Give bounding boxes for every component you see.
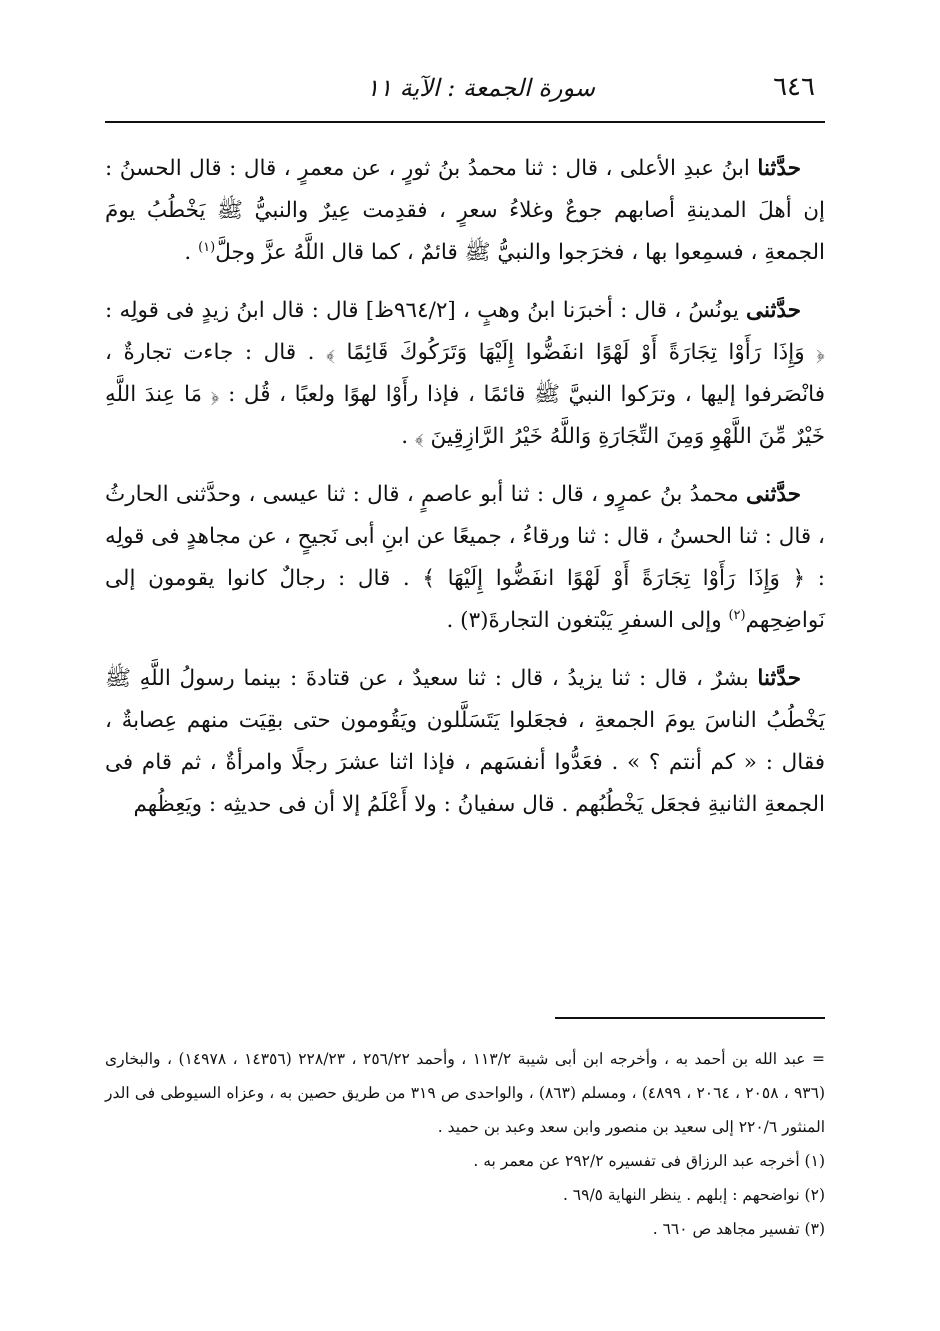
- paragraph-lead: حدَّثنا: [757, 666, 801, 691]
- paragraph: [105, 148, 825, 274]
- footnote-mark: (١): [198, 239, 216, 255]
- footnote-mark: (٢): [728, 607, 746, 623]
- paragraph: [105, 474, 825, 642]
- paragraph-text: بشرٌ ، قال : ثنا يزيدُ ، قال : ثنا سعيدٌ ، عن قتادةَ : بينما رسولُ اللَّهِ ﷺ يَخْطُبُ الناسَ يومَ الجمعةِ ، فجعَلوا يَتَسَلَّلون ويَقُومون حتى بقِيَت منهم عِصابةٌ ، فقال : « كم أنتم ؟ » . فعَدُّوا أنفسَهم ، فإذا اثنا عشرَ رجلًا وامرأةٌ ، ثم قام فى الجمعةِ الثانيةِ فجعَل يَخْطُبُهم . قال سفيانُ : ولا أَعْلَمُ إلا أن فى حديثِه : ويَعِظُهم: [105, 666, 825, 817]
- paragraph-lead: حدَّثنا: [757, 156, 801, 181]
- main-text: [105, 148, 825, 842]
- footnote: = عبد الله بن أحمد به ، وأخرجه ابن أبى شيبة ١١٣/٢ ، وأحمد ٢٥٦/٢٢ ، ٢٢٨/٢٣ (١٤٣٥٦ ، ١٤٩٧٨) ، والبخارى (٩٣٦ ، ٢٠٥٨ ، ٢٠٦٤ ، ٤٨٩٩) ، ومسلم (٨٦٣) ، والواحدى ص ٣١٩ من طريق حصين به ، وعزاه السيوطى فى الدر المنثور ٢٢٠/٦ إلى سعيد بن منصور وابن سعد وعبد بن حميد .: [105, 1050, 825, 1136]
- footnote: (١) أخرجه عبد الرزاق فى تفسيره ٢٩٢/٢ عن معمر به .: [473, 1152, 825, 1170]
- paragraph-tail: وإلى السفرِ يَبْتغون التجارةَ(٣) .: [446, 608, 729, 633]
- page-number: ٦٤٦: [773, 72, 815, 102]
- header-rule: [105, 121, 825, 123]
- footnotes: [105, 1042, 825, 1246]
- paragraph-lead: حدَّثنى: [746, 298, 801, 323]
- paragraph-text: ابنُ عبدِ الأعلى ، قال : ثنا محمدُ بنُ ثورٍ ، عن معمرٍ ، قال : قال الحسنُ : إن أهلَ المدينةِ أصابهم جوعٌ وغلاءُ سعرٍ ، فقدِمت عِيرٌ والنبيُّ ﷺ يَخْطُبُ يومَ الجمعةِ ، فسمِعوا بها ، فخرَجوا والنبيُّ ﷺ قائمٌ ، كما قال اللَّهُ عزَّ وجلَّ: [105, 156, 825, 265]
- footnote-rule: [555, 1017, 825, 1019]
- paragraph-text: محمدُ بنُ عمرٍو ، قال : ثنا أبو عاصمٍ ، قال : ثنا عيسى ، وحدَّثنى الحارثُ ، قال : ثنا الحسنُ ، قال : ثنا ورقاءُ ، جميعًا عن ابنِ أبى نَجيحٍ ، عن مجاهدٍ فى قولِه : ﴿ وَإِذَا رَأَوْا تِجَارَةً أَوْ لَهْوًا انفَضُّوا إِلَيْهَا ﴾ . قال : رجالٌ كانوا يقومون إلى نَواضِحِهم: [105, 482, 825, 633]
- paragraph: [105, 658, 825, 826]
- footnote: (٣) تفسير مجاهد ص ٦٦٠ .: [652, 1220, 825, 1238]
- running-title: سورة الجمعة : الآية ١١: [366, 74, 595, 102]
- paragraph-tail: .: [184, 240, 199, 265]
- paragraph-lead: حدَّثنى: [746, 482, 801, 507]
- footnote: (٢) نواضحهم : إبلهم . ينظر النهاية ٦٩/٥ .: [562, 1186, 825, 1204]
- paragraph-text: يونُسُ ، قال : أخبرَنا ابنُ وهبٍ ، [٩٦٤/٢ظ] قال : قال ابنُ زيدٍ فى قولِه : ﴿ وَإِذَا رَأَوْا تِجَارَةً أَوْ لَهْوًا انفَضُّوا إِلَيْهَا وَتَرَكُوكَ قَائِمًا ﴾ . قال : جاءت تجارةٌ ، فانْصَرفوا إليها ، وترَكوا النبيَّ ﷺ قائمًا ، فإذا رأَوْا لهوًا ولعبًا ، قُل : ﴿ مَا عِندَ اللَّهِ خَيْرٌ مِّنَ اللَّهْوِ وَمِنَ التِّجَارَةِ وَاللَّهُ خَيْرُ الرَّازِقِينَ ﴾ .: [105, 298, 825, 449]
- page-header: [105, 70, 825, 110]
- paragraph: [105, 290, 825, 458]
